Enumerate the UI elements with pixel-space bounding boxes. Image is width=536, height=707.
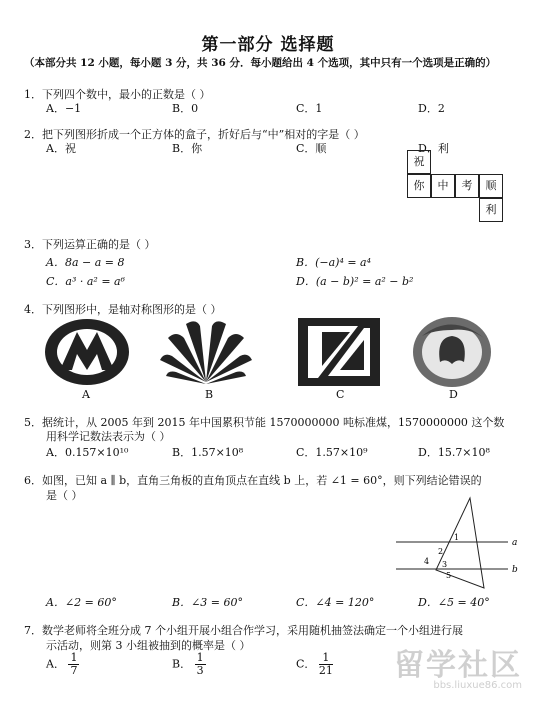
q1-option-c: C．1 <box>296 102 323 115</box>
q6-stem-line2: 是（ ） <box>46 489 83 502</box>
q7-option-c <box>296 652 333 677</box>
q5-option-b: B．1.57×10⁸ <box>172 446 244 459</box>
fraction-denominator: 7 <box>70 664 78 677</box>
q6-option-a: A．∠2 = 60° <box>46 596 117 609</box>
q3-option-b: B．(−a)⁴ = a⁴ <box>296 256 372 269</box>
q7-option-b-fraction <box>195 652 206 677</box>
q1-option-b: B．0 <box>172 102 199 115</box>
fraction-numerator: 1 <box>70 651 78 664</box>
watermark-url: bbs.liuxue86.com <box>433 680 522 691</box>
q2-option-b: B．你 <box>172 142 203 155</box>
q1-stem: 1．下列四个数中，最小的正数是（ ） <box>24 88 211 101</box>
cube-net-figure <box>407 150 527 222</box>
angle-4-label: 4 <box>424 557 430 566</box>
q6-option-b: B．∠3 = 60° <box>172 596 244 609</box>
q5-stem-line1: 5．据统计，从 2005 年到 2015 年中国累积节能 1570000000 吨标准煤，1570000000 这个数 <box>24 416 505 429</box>
q5-option-a: A．0.157×10¹⁰ <box>46 446 129 459</box>
net-cell: 你 <box>407 174 431 198</box>
instructions: （本部分共 12 小题，每小题 3 分，共 36 分．每小题给出 4 个选项，其中只有一个选项是正确的） <box>24 57 497 69</box>
angle-5-label: 5 <box>446 571 452 580</box>
angle-3-label: 3 <box>442 560 448 569</box>
q3-option-a: A．8a − a = 8 <box>46 256 125 269</box>
logo-a-figure <box>44 318 130 386</box>
angle-2-label: 2 <box>438 547 444 556</box>
q7-option-c-label: C． <box>296 657 316 671</box>
q4-option-a: A <box>82 388 90 401</box>
q4-stem: 4．下列图形中，是轴对称图形的是（ ） <box>24 303 222 316</box>
q6-option-d: D．∠5 = 40° <box>418 596 490 609</box>
q2-option-d: D．利 <box>418 142 449 155</box>
q4-option-c: C <box>336 388 345 401</box>
q4-option-d: D <box>449 388 458 401</box>
line-b-label: b <box>512 565 518 575</box>
logo-c-figure <box>298 318 380 386</box>
net-cell: 利 <box>479 198 503 222</box>
net-cell: 中 <box>431 174 455 198</box>
q7-option-b-label: B． <box>172 657 192 671</box>
q4-option-b: B <box>205 388 214 401</box>
q2-option-a: A．祝 <box>46 142 76 155</box>
q5-option-d: D．15.7×10⁸ <box>418 446 490 459</box>
q7-option-a-label: A． <box>46 657 65 671</box>
line-a-label: a <box>512 538 518 548</box>
q3-option-c: C．a³ · a² = a⁶ <box>46 275 126 288</box>
q7-option-a-fraction <box>68 652 79 677</box>
q7-option-c-fraction <box>319 652 333 677</box>
fraction-numerator: 1 <box>319 652 333 665</box>
logo-d-figure <box>412 316 492 388</box>
angle-1-label: 1 <box>454 533 460 542</box>
watermark <box>394 640 522 691</box>
logo-b-figure <box>156 316 256 388</box>
net-cell: 祝 <box>407 150 431 174</box>
q7-option-a <box>46 652 79 677</box>
net-cell: 考 <box>455 174 479 198</box>
q7-option-b <box>172 652 206 677</box>
q5-option-c: C．1.57×10⁹ <box>296 446 368 459</box>
q3-option-d: D．(a − b)² = a² − b² <box>296 275 414 288</box>
q2-option-c: C．顺 <box>296 142 327 155</box>
q6-option-c: C．∠4 = 120° <box>296 596 375 609</box>
net-cell: 顺 <box>479 174 503 198</box>
parallel-lines-figure <box>396 496 524 596</box>
q7-stem-line2: 示活动，则第 3 小组被抽到的概率是（ ） <box>46 639 251 652</box>
watermark-logo-text: 留学社区 <box>394 648 522 683</box>
q1-option-d: D．2 <box>418 102 445 115</box>
q3-stem: 3．下列运算正确的是（ ） <box>24 238 156 251</box>
q7-stem-line1: 7．数学老师将全班分成 7 个小组开展小组合作学习，采用随机抽签法确定一个小组进行展 <box>24 624 463 637</box>
fraction-numerator: 1 <box>196 651 204 664</box>
page-title: 第一部分 选择题 <box>201 35 335 55</box>
q1-option-a: A．−1 <box>46 102 82 115</box>
q2-stem: 2．把下列图形折成一个正方体的盒子，折好后与“中”相对的字是（ ） <box>24 128 365 141</box>
fraction-denominator: 21 <box>318 664 333 677</box>
q5-stem-line2: 用科学记数法表示为（ ） <box>46 430 171 443</box>
q6-stem-line1: 6．如图，已知 a ∥ b，直角三角板的直角顶点在直线 b 上，若 ∠1 = 60°，则下列结论错误的 <box>24 474 482 487</box>
fraction-denominator: 3 <box>196 664 204 677</box>
